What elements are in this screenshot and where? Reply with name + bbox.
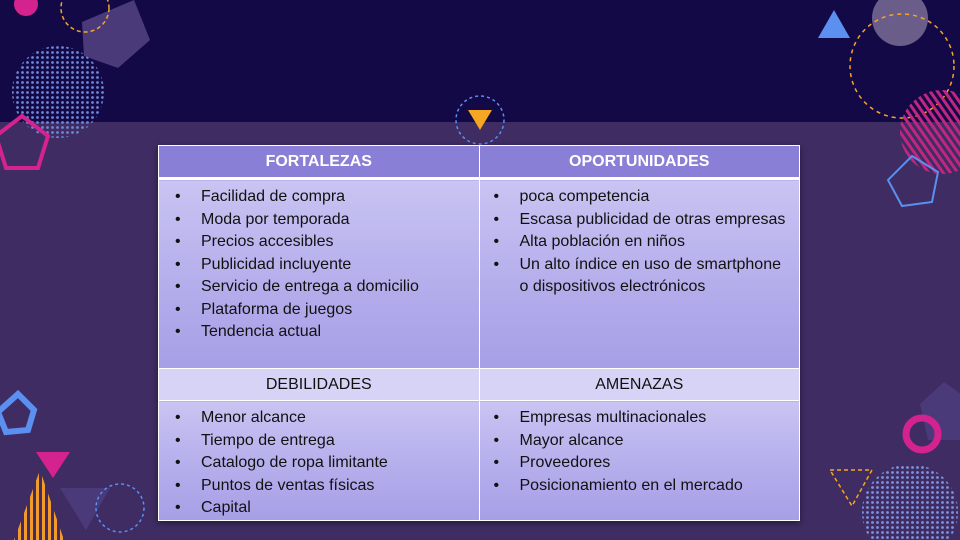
list-item: • Moda por temporada: [201, 209, 471, 232]
striped-circle-right: [900, 90, 960, 174]
list-item: • Plataforma de juegos: [201, 299, 471, 322]
orange-triangle-icon: [468, 110, 492, 130]
purple-pentagon-shape: [82, 0, 150, 68]
list-item: • Capital: [201, 497, 471, 520]
blue-pentagon-outline-left: [0, 394, 34, 432]
list-item: • Catalogo de ropa limitante: [201, 452, 471, 475]
header-threats: AMENAZAS: [479, 369, 800, 401]
list-item: • Facilidad de compra: [201, 186, 471, 209]
swot-table: [158, 145, 800, 521]
list-item: • Un alto índice en uso de smartphone o dispositivos electrónicos: [520, 254, 792, 299]
list-item: • Alta población en niños: [520, 231, 792, 254]
header-weaknesses: DEBILIDADES: [159, 369, 480, 401]
purple-triangle-shape: [60, 488, 110, 530]
list-item: • Precios accesibles: [201, 231, 471, 254]
list-item: • Tiempo de entrega: [201, 430, 471, 453]
list-item: • Mayor alcance: [520, 430, 792, 453]
dotted-circle-right: [862, 464, 958, 540]
orange-striped-triangle: [14, 470, 64, 540]
threats-cell: [479, 401, 800, 521]
list-item: • Escasa publicidad de otras empresas: [520, 209, 792, 232]
list-item: • Puntos de ventas físicas: [201, 475, 471, 498]
opportunities-cell: [479, 179, 800, 369]
grey-circle-right: [872, 0, 928, 46]
list-item: • Posicionamiento en el mercado: [520, 475, 792, 498]
magenta-dot-icon: [14, 0, 38, 16]
header-opportunities: OPORTUNIDADES: [479, 146, 800, 179]
list-item: • poca competencia: [520, 186, 792, 209]
strengths-cell: [159, 179, 480, 369]
weaknesses-cell: [159, 401, 480, 521]
list-item: • Tendencia actual: [201, 321, 471, 344]
list-item: • Publicidad incluyente: [201, 254, 471, 277]
list-item: • Proveedores: [520, 452, 792, 475]
opportunities-list: [480, 180, 800, 299]
dotted-circle-left: [12, 46, 104, 138]
list-item: • Menor alcance: [201, 407, 471, 430]
weaknesses-list: [159, 401, 479, 520]
list-item: • Empresas multinacionales: [520, 407, 792, 430]
header-strengths: FORTALEZAS: [159, 146, 480, 179]
threats-list: [480, 401, 800, 497]
strengths-list: [159, 180, 479, 344]
list-item: • Servicio de entrega a domicilio: [201, 276, 471, 299]
blue-triangle-icon: [818, 10, 850, 38]
